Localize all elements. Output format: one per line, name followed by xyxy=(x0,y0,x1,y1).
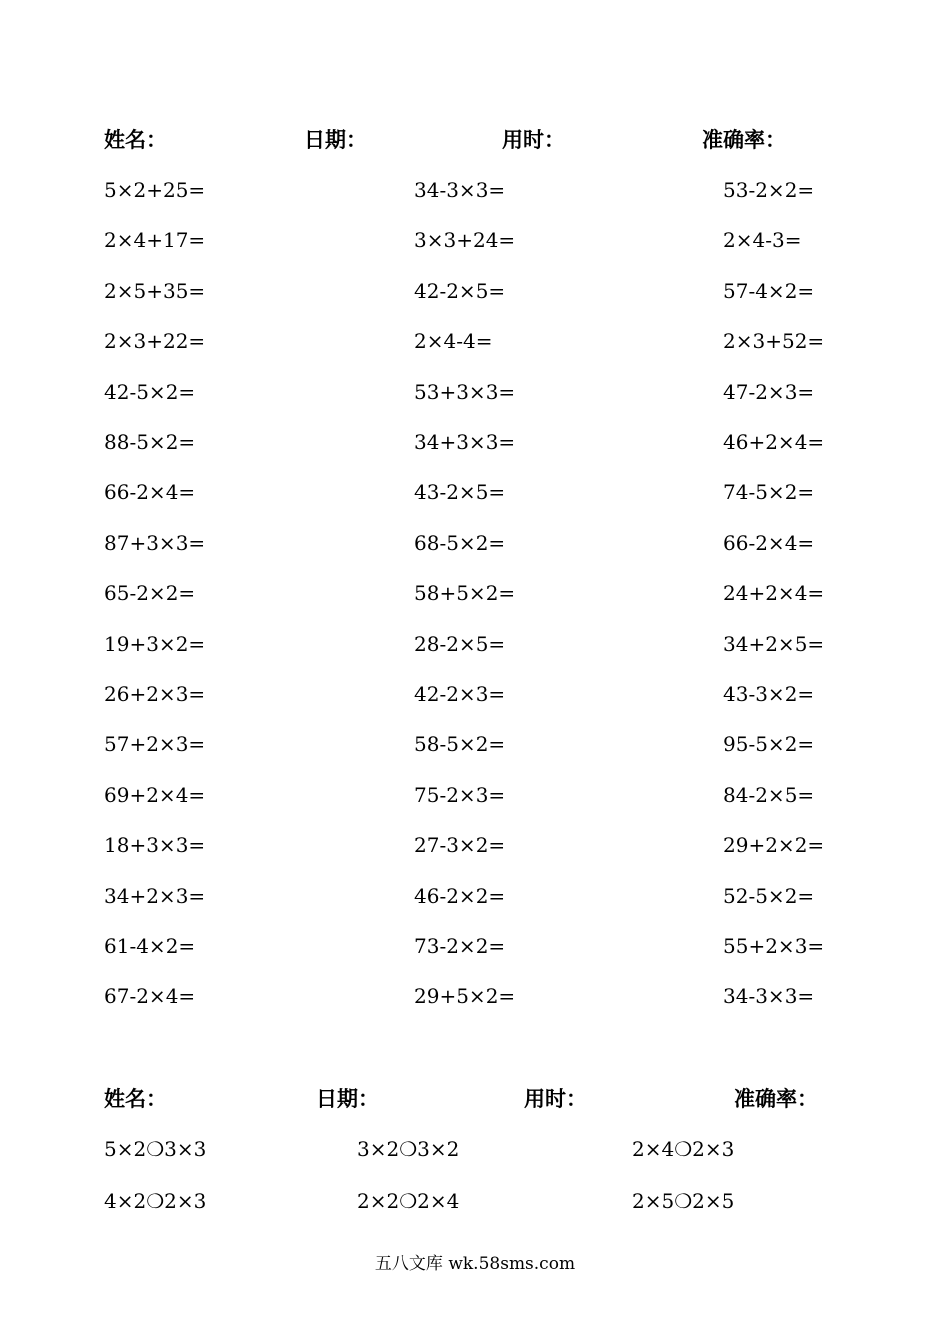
arithmetic-problem: 46+2×4= xyxy=(723,430,825,454)
arithmetic-problem: 47-2×3= xyxy=(723,380,815,404)
arithmetic-problem: 65-2×2= xyxy=(104,581,196,605)
arithmetic-problem: 34+3×3= xyxy=(414,430,516,454)
arithmetic-problem: 42-2×3= xyxy=(414,682,506,706)
arithmetic-problem: 19+3×2= xyxy=(104,632,206,656)
arithmetic-problem: 34+2×5= xyxy=(723,632,825,656)
arithmetic-problem: 57-4×2= xyxy=(723,279,815,303)
arithmetic-problem: 26+2×3= xyxy=(104,682,206,706)
arithmetic-problem: 58+5×2= xyxy=(414,581,516,605)
arithmetic-problem: 95-5×2= xyxy=(723,732,815,756)
arithmetic-problem: 55+2×3= xyxy=(723,934,825,958)
compare-problem: 2×2❍2×4 xyxy=(357,1189,460,1213)
arithmetic-problem: 43-3×2= xyxy=(723,682,815,706)
arithmetic-problem: 29+2×2= xyxy=(723,833,825,857)
arithmetic-problem: 29+5×2= xyxy=(414,984,516,1008)
time-label: 用时： xyxy=(502,127,565,152)
arithmetic-problem: 27-3×2= xyxy=(414,833,506,857)
arithmetic-problem: 61-4×2= xyxy=(104,934,196,958)
compare-problem: 3×2❍3×2 xyxy=(357,1137,460,1161)
arithmetic-problem: 53-2×2= xyxy=(723,178,815,202)
compare-problem: 5×2❍3×3 xyxy=(104,1137,207,1161)
arithmetic-problem: 5×2+25= xyxy=(104,178,206,202)
arithmetic-problem: 43-2×5= xyxy=(414,480,506,504)
footer-watermark: 五八文库 wk.58sms.com xyxy=(374,1254,576,1274)
arithmetic-problem: 2×4-4= xyxy=(414,329,493,353)
arithmetic-problem: 88-5×2= xyxy=(104,430,196,454)
arithmetic-problem: 53+3×3= xyxy=(414,380,516,404)
arithmetic-problem: 42-2×5= xyxy=(414,279,506,303)
name-label-2: 姓名： xyxy=(104,1086,167,1111)
date-label-2: 日期： xyxy=(316,1086,379,1111)
arithmetic-problem: 66-2×4= xyxy=(723,531,815,555)
arithmetic-problem: 75-2×3= xyxy=(414,783,506,807)
accuracy-label-2: 准确率： xyxy=(734,1086,818,1111)
arithmetic-problem: 2×4-3= xyxy=(723,228,802,252)
arithmetic-problem: 2×4+17= xyxy=(104,228,206,252)
arithmetic-problem: 34-3×3= xyxy=(723,984,815,1008)
arithmetic-problem: 2×3+52= xyxy=(723,329,825,353)
arithmetic-problem: 66-2×4= xyxy=(104,480,196,504)
arithmetic-problem: 52-5×2= xyxy=(723,884,815,908)
date-label: 日期： xyxy=(304,127,367,152)
arithmetic-problem: 2×3+22= xyxy=(104,329,206,353)
name-label: 姓名： xyxy=(104,127,167,152)
arithmetic-problem: 42-5×2= xyxy=(104,380,196,404)
compare-problem: 4×2❍2×3 xyxy=(104,1189,207,1213)
arithmetic-problem: 58-5×2= xyxy=(414,732,506,756)
arithmetic-problem: 18+3×3= xyxy=(104,833,206,857)
arithmetic-problem: 74-5×2= xyxy=(723,480,815,504)
arithmetic-problem: 46-2×2= xyxy=(414,884,506,908)
arithmetic-problem: 34+2×3= xyxy=(104,884,206,908)
accuracy-label: 准确率： xyxy=(702,127,786,152)
compare-problem: 2×5❍2×5 xyxy=(632,1189,735,1213)
arithmetic-problem: 73-2×2= xyxy=(414,934,506,958)
arithmetic-problem: 68-5×2= xyxy=(414,531,506,555)
arithmetic-problem: 87+3×3= xyxy=(104,531,206,555)
arithmetic-problem: 24+2×4= xyxy=(723,581,825,605)
arithmetic-problem: 84-2×5= xyxy=(723,783,815,807)
arithmetic-problem: 2×5+35= xyxy=(104,279,206,303)
arithmetic-problem: 57+2×3= xyxy=(104,732,206,756)
compare-problem: 2×4❍2×3 xyxy=(632,1137,735,1161)
arithmetic-problem: 28-2×5= xyxy=(414,632,506,656)
arithmetic-problem: 67-2×4= xyxy=(104,984,196,1008)
arithmetic-problem: 3×3+24= xyxy=(414,228,516,252)
arithmetic-problem: 69+2×4= xyxy=(104,783,206,807)
time-label-2: 用时： xyxy=(524,1086,587,1111)
arithmetic-problem: 34-3×3= xyxy=(414,178,506,202)
